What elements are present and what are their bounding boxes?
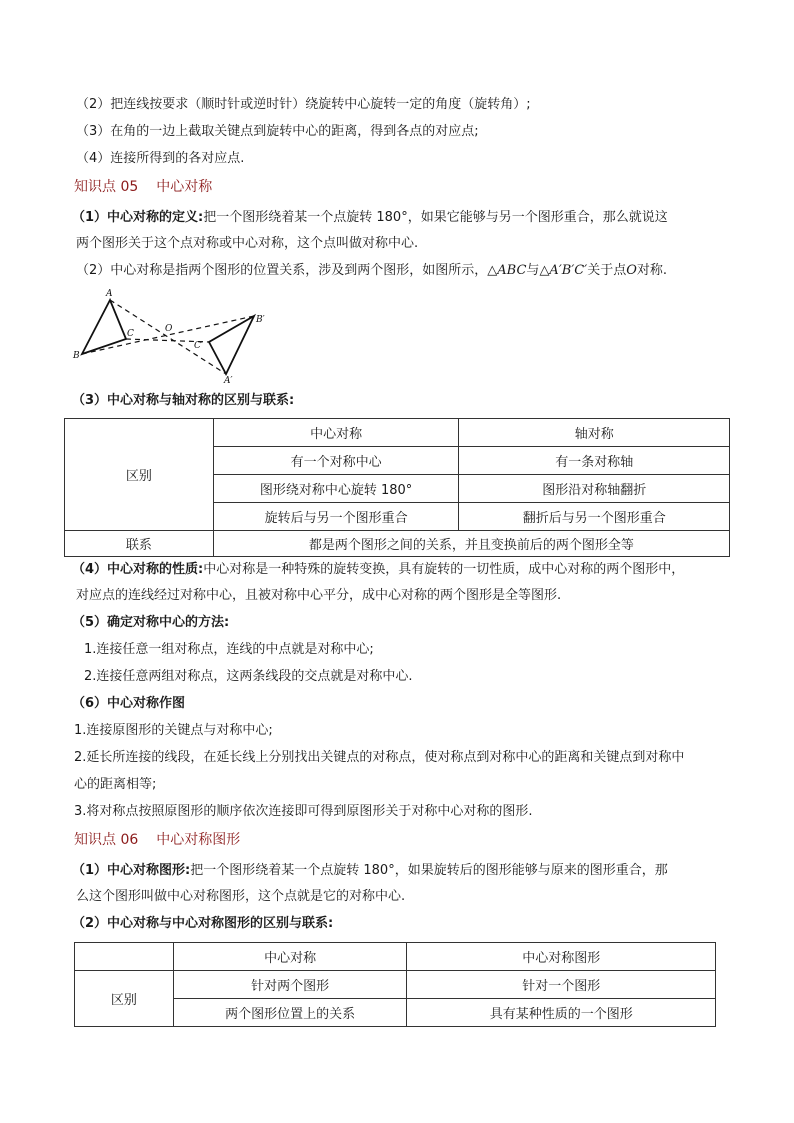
- vertex-a-prime-label: A′: [224, 376, 233, 383]
- vertex-b-label: B: [73, 351, 80, 361]
- kp05-method-2: 2.连接任意两组对称点，这两条线段的交点就是对称中心.: [84, 669, 413, 684]
- kp05-method-1: 1.连接任意一组对称点，连线的中点就是对称中心;: [84, 642, 374, 657]
- kp05-title: 中心对称: [156, 179, 213, 195]
- kp05-construction-2-cont: 心的距离相等;: [74, 777, 157, 792]
- step-4-text: （4）连接所得到的各对应点.: [76, 151, 245, 166]
- kp05-relation-about: 关于点: [587, 263, 627, 278]
- table-cell: 图形沿对称轴翻折: [459, 475, 730, 503]
- table-row: [65, 419, 730, 447]
- kp05-relation-text: （2）中心对称是指两个图形的位置关系，涉及到两个图形，如图所示，: [76, 263, 488, 278]
- kp05-construction-2: 2.延长所连接的线段，在延长线上分别找出关键点的对称点，使对称点到对称中心的距离和关键点到对称中: [74, 750, 685, 765]
- table-cell: 有一条对称轴: [459, 447, 730, 475]
- table2-header-central: 中心对称: [173, 943, 407, 971]
- step-3-text: （3）在角的一边上截取关键点到旋转中心的距离，得到各点的对应点;: [76, 124, 479, 139]
- table1-header-central: 中心对称: [213, 419, 459, 447]
- kp05-relation-end: 对称.: [636, 263, 668, 278]
- kp05-construction-3: 3.将对称点按照原图形的顺序依次连接即可得到原图形关于对称中心对称的图形.: [74, 804, 533, 819]
- table-row: [75, 971, 716, 999]
- vertex-c-label: C: [127, 329, 134, 339]
- center-o-label: O: [165, 324, 173, 334]
- kp05-definition-text: 把一个图形绕着某一个点旋转 180°，如果它能够与另一个图形重合，那么就说这: [203, 210, 668, 225]
- kp05-number: 知识点 05: [74, 179, 139, 195]
- table-cell: 具有某种性质的一个图形: [407, 999, 716, 1027]
- kp06-definition-text: 把一个图形绕着某一个点旋转 180°，如果旋转后的图形能够与原来的图形重合，那: [190, 863, 668, 878]
- kp06-heading: [74, 831, 240, 849]
- kp05-property-cont: 对应点的连线经过对称中心，且被对称中心平分，成中心对称的两个图形是全等图形.: [76, 588, 562, 603]
- kp05-construction-heading: [72, 696, 185, 712]
- kp05-construction-label: （6）中心对称作图: [72, 696, 186, 711]
- kp05-heading: [74, 178, 212, 196]
- vertex-b-prime-label: B′: [256, 315, 265, 325]
- kp05-definition-label: （1）中心对称的定义:: [72, 210, 204, 225]
- kp05-comparison-heading: [72, 393, 294, 409]
- kp05-relation: [76, 263, 667, 279]
- triangle-abc-prime-label: △A′B′C′: [539, 263, 588, 278]
- table2-empty-cell: [75, 943, 174, 971]
- table-cell: 有一个对称中心: [213, 447, 459, 475]
- kp06-comparison-label: （2）中心对称与中心对称图形的区别与联系:: [72, 916, 334, 931]
- table-cell: 两个图形位置上的关系: [173, 999, 407, 1027]
- comparison-table-1: [64, 418, 730, 557]
- kp05-property-label: （4）中心对称的性质:: [72, 562, 204, 577]
- kp05-definition-cont: 两个图形关于这个点对称或中心对称，这个点叫做对称中心.: [76, 236, 419, 251]
- triangle-abc-label: △ABC: [487, 263, 527, 278]
- kp06-definition: [72, 863, 668, 879]
- table1-diff-cell: 区别: [65, 419, 214, 531]
- kp05-definition: [72, 210, 668, 226]
- table-cell: 针对两个图形: [173, 971, 407, 999]
- vertex-a-label: A: [106, 289, 113, 299]
- table1-header-axial: 轴对称: [459, 419, 730, 447]
- table2-diff-cell: 区别: [75, 971, 174, 1027]
- kp05-property-text: 中心对称是一种特殊的旋转变换，具有旋转的一切性质，成中心对称的两个图形中，: [203, 562, 685, 577]
- kp05-method-heading: [72, 615, 229, 631]
- table-cell: 旋转后与另一个图形重合: [213, 503, 459, 531]
- table-cell: 翻折后与另一个图形重合: [459, 503, 730, 531]
- kp06-definition-cont: 么这个图形叫做中心对称图形，这个点就是它的对称中心.: [76, 889, 406, 904]
- point-o-label: O: [626, 263, 637, 278]
- kp05-relation-and: 与: [526, 263, 540, 278]
- table1-link-cell: 联系: [65, 531, 214, 557]
- kp06-comparison-heading: [72, 916, 333, 932]
- step-2-text: （2）把连线按要求（顺时针或逆时针）绕旋转中心旋转一定的角度（旋转角）;: [76, 97, 531, 112]
- comparison-table-2: [74, 942, 716, 1027]
- kp06-definition-label: （1）中心对称图形:: [72, 863, 191, 878]
- kp05-property: [72, 562, 684, 578]
- table-cell: 针对一个图形: [407, 971, 716, 999]
- kp05-comparison-label: （3）中心对称与轴对称的区别与联系:: [72, 393, 295, 408]
- kp06-title: 中心对称图形: [156, 832, 241, 848]
- table-row: [65, 531, 730, 557]
- table-cell: 图形绕对称中心旋转 180°: [213, 475, 459, 503]
- kp05-method-label: （5）确定对称中心的方法:: [72, 615, 230, 630]
- table1-link-text: 都是两个图形之间的关系，并且变换前后的两个图形全等: [213, 531, 729, 557]
- kp05-construction-1: 1.连接原图形的关键点与对称中心;: [74, 723, 273, 738]
- kp06-number: 知识点 06: [74, 832, 139, 848]
- vertex-c-prime-label: C′: [194, 341, 203, 351]
- segment-bb-prime: [82, 316, 254, 354]
- central-symmetry-diagram: [72, 288, 272, 383]
- table2-header-figure: 中心对称图形: [407, 943, 716, 971]
- table-row: [75, 943, 716, 971]
